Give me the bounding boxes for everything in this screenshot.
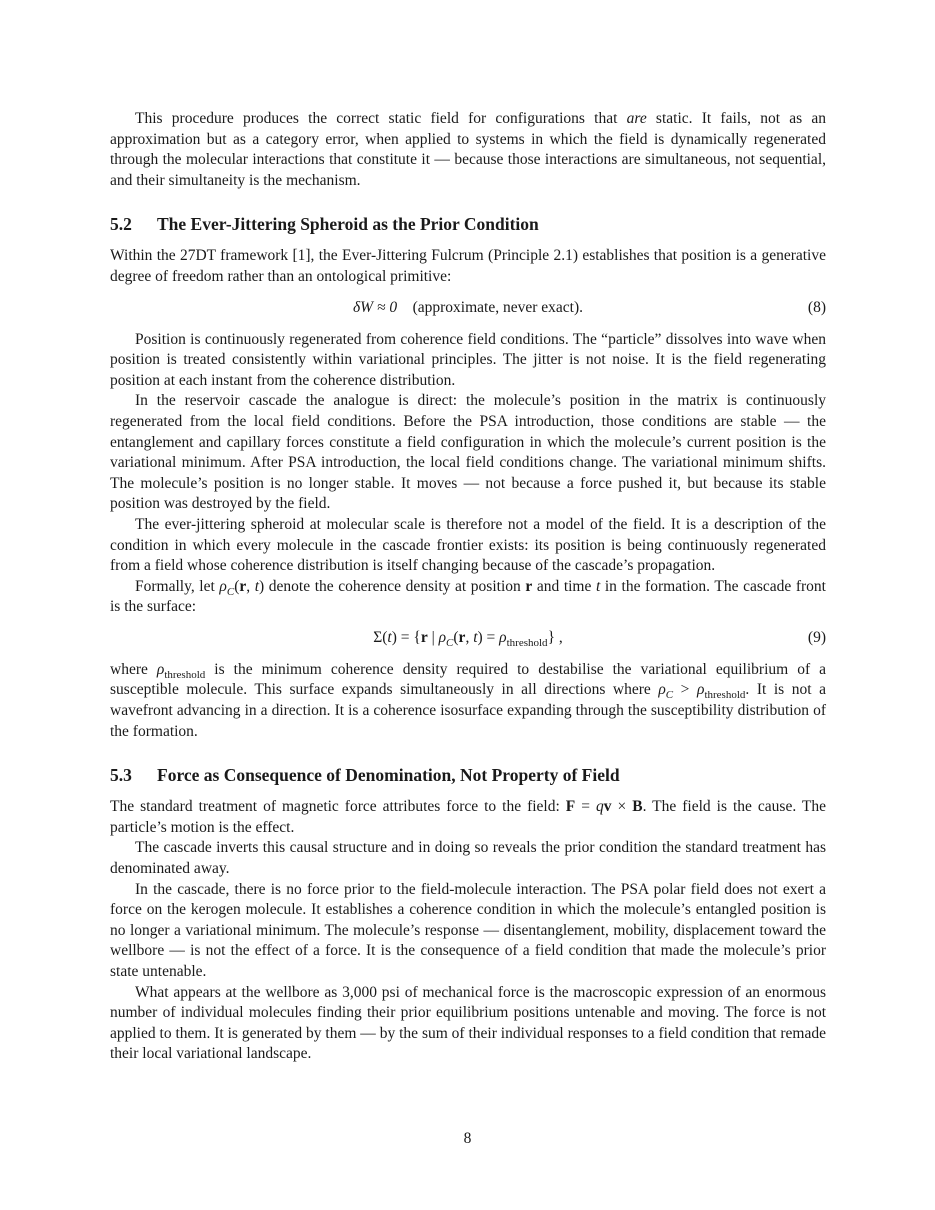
- paragraph: The standard treatment of magnetic force attributes force to the field: F = qv × B. The field is the cause. The particle’s motion is the effect.: [110, 798, 827, 836]
- paragraph: What appears at the wellbore as 3,000 psi of mechanical force is the macroscopic expression of an enormous number of individual molecules finding their prior equilibrium positions untenable and moving. The force is not applied to them. It is generated by them — by the sum of their individual responses to a field condition that remade their local variational landscape.: [110, 983, 826, 1063]
- equation-number: (9): [807, 628, 826, 646]
- paragraph: where $\rho_{threshold}$ is the minimum coherence density required to destabilise the variational equilibrium of a susceptible molecule. This surface expands simultaneously in all directions where $\rho_C > \rho_{threshold}$. It is not a wavefront advancing in a direction. It is a coherence isosurface expanding through the susceptibility distribution of the formation.: [110, 660, 826, 740]
- section-title: The Ever-Jittering Spheroid as the Prior Condition: [157, 214, 539, 235]
- page-body: [110, 109, 826, 1065]
- paragraph: The ever-jittering spheroid at molecular scale is therefore not a model of the field. It is a description of the condition in which every molecule in the cascade frontier exists: its position is being continuously regenerated from a field whose coherence distribution is itself changing because of the cascade’s propagation.: [110, 515, 826, 575]
- paragraph: The cascade inverts this causal structure and in doing so reveals the prior condition the standard treatment has denominated away.: [110, 839, 826, 878]
- paragraph: Formally, let $\rho_C(r$, t) denote the coherence density at position r and time t in the formation. The cascade front is the surface:: [110, 577, 826, 616]
- paragraph: Within the 27DT framework [1], the Ever-Jittering Fulcrum (Principle 2.1) establishes that position is a generative degree of freedom rather than an ontological primitive:: [110, 247, 826, 285]
- section-heading-5-2: [110, 213, 826, 235]
- paragraph: Position is continuously regenerated from coherence field conditions. The “particle” dissolves into wave when position is treated consistently within variational principles. The jitter is not noise. It is the field regenerating position at each instant from the coherence distribution.: [110, 330, 826, 389]
- paragraph: In the reservoir cascade the analogue is direct: the molecule’s position in the matrix is continuously regenerated from the local field conditions. Before the PSA introduction, those conditions are stable — the entanglement and capillary forces constitute a field configuration in which the molecule’s current position is the variational minimum. After PSA introduction, the local field conditions change. The variational minimum shifts. The molecule’s position is no longer stable. It moves — not because a force pushed it, but because its stable position was destroyed by the field.: [110, 392, 826, 513]
- page-number: 8: [463, 1130, 472, 1147]
- section-heading-5-3: [110, 764, 826, 786]
- section-number: 5.2: [110, 214, 132, 235]
- equation-body: Σ(t) = {r | $\rho_C(r$, $t) = \rho_{threshold}$} ,: [373, 628, 563, 649]
- section-number: 5.3: [110, 765, 132, 786]
- equation-number: (8): [807, 298, 826, 316]
- intro-paragraph: This procedure produces the correct static field for configurations that are static. It fails, not as an approximation but as a category error, when applied to systems in which the field is dynamically regenerated through the molecular interactions that constitute it — because those interactions are simultaneous, not sequential, and their simultaneity is the mechanism.: [110, 110, 826, 189]
- section-title: Force as Consequence of Denomination, Not Property of Field: [157, 765, 620, 786]
- equation-body: δW ≈ 0 (approximate, never exact).: [352, 298, 584, 316]
- paragraph: In the cascade, there is no force prior to the field-molecule interaction. The PSA polar field does not exert a force on the kerogen molecule. It establishes a coherence condition in which the molecule’s entangled position is no longer a variational minimum. The molecule’s response — disentanglement, mobility, displacement toward the wellbore — is not the effect of a force. It is the consequence of a field condition that made the molecule’s prior state untenable.: [110, 880, 826, 980]
- equation-8: [110, 297, 826, 319]
- equation-9: [110, 627, 826, 649]
